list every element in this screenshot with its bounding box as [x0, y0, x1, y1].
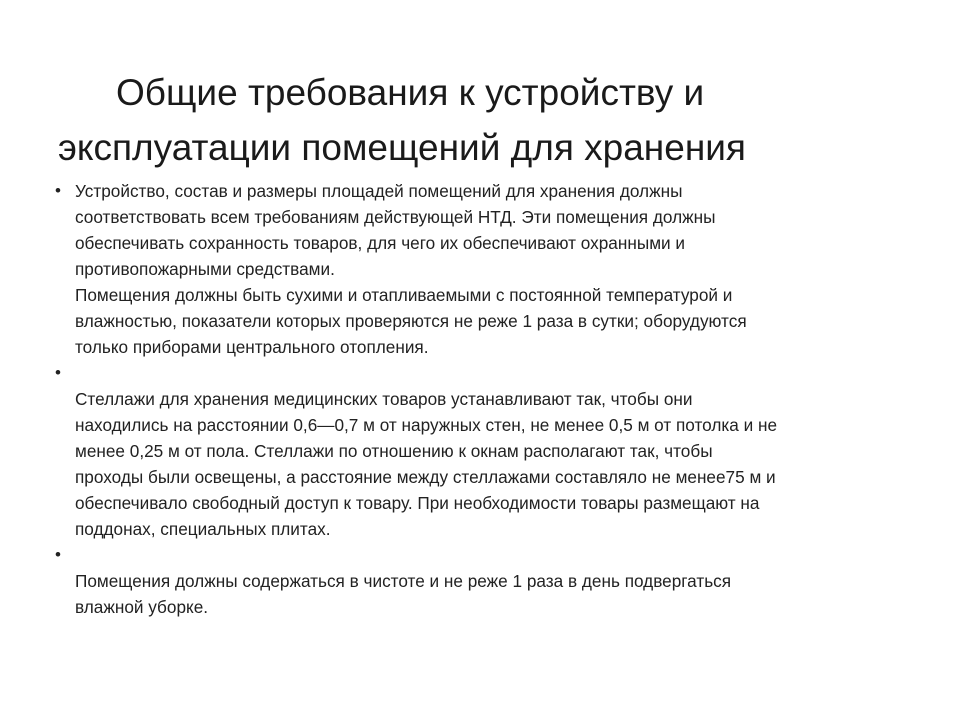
bullet-icon: •: [55, 181, 61, 200]
bullet-item-cleaning: [55, 542, 915, 620]
text-line: только приборами центрального отопления.: [75, 337, 429, 357]
text-line: соответствовать всем требованиям действующей НТД. Эти помещения должны: [75, 207, 716, 227]
text-line: Помещения должны содержаться в чистоте и не реже 1 раза в день подвергаться: [75, 571, 732, 591]
text-line: Помещения должны быть сухими и отапливаемыми с постоянной температурой и: [75, 285, 733, 305]
text-line: обеспечивать сохранность товаров, для чего их обеспечивают охранными и: [75, 233, 685, 253]
text-line: проходы были освещены, а расстояние между стеллажами составляло не менее75 м и: [75, 467, 776, 487]
text-line: Стеллажи для хранения медицинских товаров устанавливают так, чтобы они: [75, 389, 693, 409]
title-line-2: эксплуатации помещений для хранения: [58, 126, 746, 168]
text-line: противопожарными средствами.: [75, 259, 335, 279]
text-line: поддонах, специальных плитах.: [75, 519, 331, 539]
bullet-item-storage-requirements: [55, 178, 915, 360]
text-line: влажностью, показатели которых проверяются не реже 1 раза в сутки; оборудуются: [75, 311, 747, 331]
text-line: обеспечивало свободный доступ к товару. При необходимости товары размещают на: [75, 493, 760, 513]
text-line: находились на расстоянии 0,6—0,7 м от наружных стен, не менее 0,5 м от потолка и не: [75, 415, 778, 435]
empty-bullet-line: [75, 360, 915, 386]
text-line: менее 0,25 м от пола. Стеллажи по отношению к окнам располагают так, чтобы: [75, 441, 713, 461]
bullet-item-shelving: [55, 360, 915, 542]
bullet-icon: •: [55, 363, 61, 382]
title-line-1: Общие требования к устройству и: [116, 71, 705, 113]
text-line: Устройство, состав и размеры площадей помещений для хранения должны: [75, 181, 683, 201]
empty-bullet-line: [75, 542, 915, 568]
bullet-icon: •: [55, 545, 61, 564]
slide-title: [58, 65, 918, 175]
bullet-list: [55, 178, 915, 620]
text-line: влажной уборке.: [75, 597, 209, 617]
